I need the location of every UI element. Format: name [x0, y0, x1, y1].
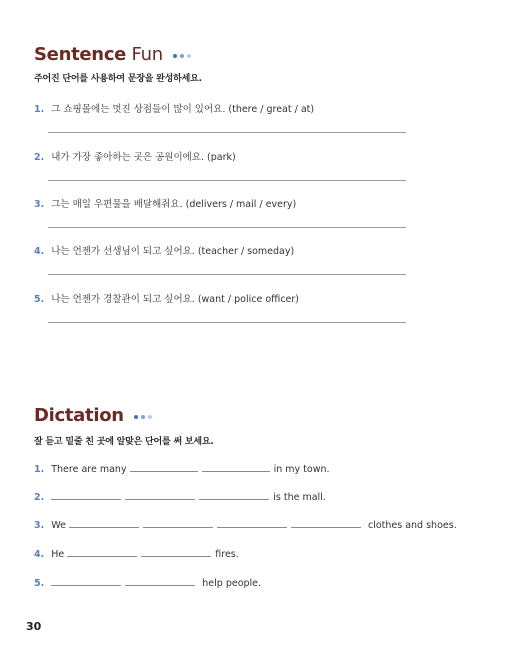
item-number: 5.	[34, 294, 45, 305]
blank-field[interactable]	[141, 547, 211, 557]
sentence-item-5	[34, 291, 299, 305]
blank-field[interactable]	[125, 576, 195, 586]
answer-line-5[interactable]	[48, 322, 406, 323]
blank-field[interactable]	[217, 518, 287, 528]
sentence-fun-title-bold: Sentence	[34, 44, 127, 65]
answer-line-2[interactable]	[48, 180, 406, 181]
dictation-item-5	[34, 576, 261, 589]
blank-field[interactable]	[199, 490, 269, 500]
item-number: 3.	[34, 199, 45, 210]
item-after-text: help people.	[202, 578, 262, 589]
sentence-item-4	[34, 243, 294, 257]
item-number: 3.	[34, 520, 45, 531]
sentence-fun-instruction: 주어진 단어를 사용하여 문장을 완성하세요.	[34, 74, 202, 84]
sentence-item-1	[34, 101, 314, 115]
blank-field[interactable]	[51, 490, 121, 500]
page-number: 30	[26, 620, 42, 633]
item-number: 4.	[34, 246, 45, 257]
item-number: 4.	[34, 549, 45, 560]
blank-field[interactable]	[69, 518, 139, 528]
dictation-item-3	[34, 518, 457, 531]
sentence-fun-title-light: Fun	[131, 44, 163, 65]
blank-field[interactable]	[125, 490, 195, 500]
dictation-item-2	[34, 490, 326, 503]
item-number: 5.	[34, 578, 45, 589]
sentence-fun-title	[34, 44, 194, 66]
item-text: 나는 언젠가 선생님이 되고 싶어요. (teacher / someday)	[51, 246, 295, 257]
item-after-text: clothes and shoes.	[367, 520, 457, 531]
dictation-title	[34, 405, 155, 427]
sentence-item-3	[34, 196, 296, 210]
item-before-text: He	[51, 549, 65, 560]
item-text: 그는 매일 우편물을 배달해줘요. (delivers / mail / every)	[51, 199, 297, 210]
dictation-instruction: 잘 듣고 밑줄 친 곳에 알맞은 단어를 써 보세요.	[34, 437, 214, 447]
title-dots-icon	[173, 45, 194, 66]
dictation-item-4	[34, 547, 239, 560]
answer-line-4[interactable]	[48, 274, 406, 275]
sentence-item-2	[34, 149, 236, 163]
item-after-text: in my town.	[273, 464, 330, 475]
item-number: 1.	[34, 104, 45, 115]
dictation-item-1	[34, 462, 330, 475]
item-after-text: fires.	[215, 549, 239, 560]
blank-field[interactable]	[67, 547, 137, 557]
item-after-text: is the mall.	[273, 492, 326, 503]
item-before-text: We	[51, 520, 66, 531]
item-text: 그 쇼핑몰에는 멋진 상점들이 많이 있어요. (there / great / at)	[51, 104, 315, 115]
blank-field[interactable]	[51, 576, 121, 586]
answer-line-1[interactable]	[48, 132, 406, 133]
blank-field[interactable]	[143, 518, 213, 528]
title-dots-icon	[134, 406, 155, 427]
blank-field[interactable]	[291, 518, 361, 528]
item-before-text: There are many	[51, 464, 127, 475]
blank-field[interactable]	[130, 462, 198, 472]
dictation-title-text: Dictation	[34, 405, 124, 426]
answer-line-3[interactable]	[48, 227, 406, 228]
item-text: 나는 언젠가 경찰관이 되고 싶어요. (want / police officer)	[51, 294, 300, 305]
blank-field[interactable]	[202, 462, 270, 472]
item-number: 2.	[34, 152, 45, 163]
item-text: 내가 가장 좋아하는 곳은 공원이에요. (park)	[51, 152, 236, 163]
item-number: 2.	[34, 492, 45, 503]
item-number: 1.	[34, 464, 45, 475]
